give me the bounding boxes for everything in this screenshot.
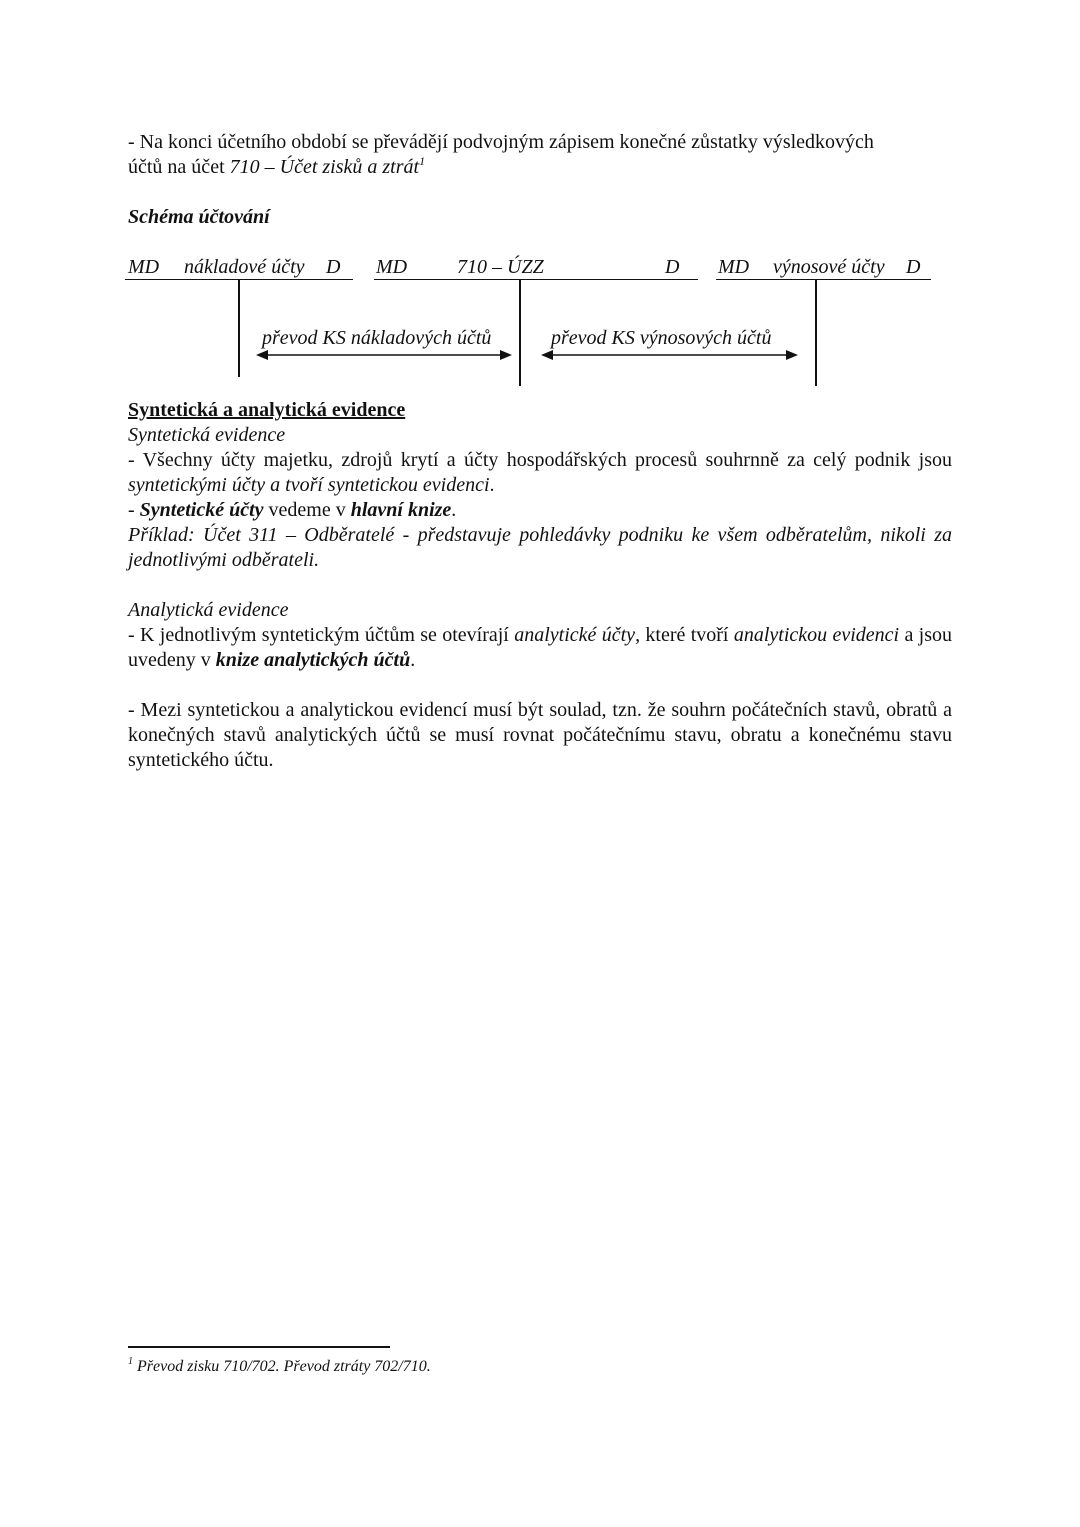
intro-line-2-text: účtů na účet	[128, 156, 230, 178]
account-710-name: 710 – Účet zisků a ztrát	[229, 156, 420, 178]
analyticka-p1-c: a jsou uvedeny v	[128, 624, 953, 671]
right-account-md-label: MD	[718, 256, 750, 278]
footnote-reference: 1	[419, 154, 426, 168]
analyticka-subheading: Analytická evidence	[128, 599, 289, 621]
synteticka-p2-mid: vedeme v	[263, 499, 351, 521]
soulad-section	[128, 698, 952, 773]
evidence-section	[128, 398, 952, 573]
footnote-separator	[128, 1346, 390, 1348]
analyticka-paragraph	[128, 623, 952, 673]
right-arrow-label: převod KS výnosových účtů	[551, 327, 772, 349]
synteticka-paragraph-1	[128, 448, 952, 498]
synteticka-p1-end: .	[489, 474, 495, 496]
transfer-arrows	[0, 0, 1080, 400]
t-account-diagram	[0, 0, 1080, 400]
left-arrow-label: převod KS nákladových účtů	[262, 327, 492, 349]
analyticka-section	[128, 598, 952, 673]
right-account-d-label: D	[906, 256, 921, 278]
synteticka-subheading: Syntetická evidence	[128, 424, 286, 446]
evidence-heading: Syntetická a analytická evidence	[128, 399, 406, 421]
middle-account-name: 710 – ÚZZ	[457, 256, 544, 278]
synteticka-paragraph-2	[128, 498, 952, 523]
analyticke-ucty-term: analytické účty	[514, 624, 636, 646]
analyticka-p1-b: , které tvoří	[635, 624, 734, 646]
synteticka-p2-end: .	[451, 499, 457, 521]
analyticka-p1-a: - K jednotlivým syntetickým účtům se otevírají	[128, 624, 515, 646]
intro-line-1: - Na konci účetního období se převádějí podvojným zápisem konečné zůstatky výsledkových	[128, 131, 874, 153]
left-account-name: nákladové účty	[184, 256, 305, 278]
analyticka-p1-end: .	[410, 649, 416, 671]
left-account-md-label: MD	[128, 256, 160, 278]
schema-heading: Schéma účtování	[128, 206, 270, 228]
middle-account-md-label: MD	[376, 256, 408, 278]
synteticka-p2-dash: -	[128, 499, 140, 521]
middle-account-d-label: D	[665, 256, 680, 278]
hlavni-kniha-term: hlavní knize	[350, 499, 452, 521]
synteticka-example: Příklad: Účet 311 – Odběratelé - představuje pohledávky podniku ke všem odběratelům, nikoli za jednotlivými odběrateli.	[128, 524, 952, 571]
synteticka-p1-text: - Všechny účty majetku, zdrojů krytí a účty hospodářských procesů souhrnně za celý podnik jsou	[128, 449, 952, 471]
left-account-d-label: D	[326, 256, 341, 278]
footnote-text: Převod zisku 710/702. Převod ztráty 702/710.	[137, 1358, 431, 1375]
soulad-paragraph: - Mezi syntetickou a analytickou evidencí musí být soulad, tzn. že souhrn počátečních stavů, obratů a konečných stavů analytických účtů se musí rovnat počátečnímu stavu, obratu a konečnému stavu syntetického účtu.	[128, 699, 952, 771]
right-account-name: výnosové účty	[773, 256, 885, 278]
footnote-number: 1	[128, 1356, 133, 1367]
right-transfer-arrow	[541, 350, 798, 360]
kniha-analytickych-uctu-term: knize analytických účtů	[215, 649, 411, 671]
analyticka-evidence-term: analytickou evidenci	[733, 624, 900, 646]
footnote	[128, 1357, 431, 1377]
left-transfer-arrow	[256, 350, 512, 360]
synteticka-p1-italic: syntetickými účty a tvoří syntetickou evidenci	[128, 474, 490, 496]
synteticke-ucty-term: Syntetické účty	[139, 499, 264, 521]
